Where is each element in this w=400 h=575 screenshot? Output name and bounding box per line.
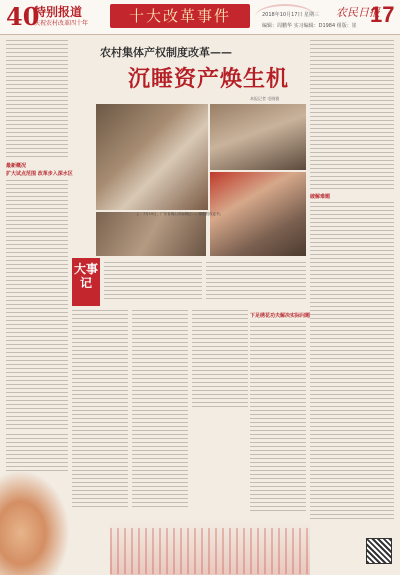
- body-column-4: [250, 322, 306, 512]
- text-column-right-1: [310, 40, 394, 190]
- article-byline: 本报记者 毛晓雅: [250, 96, 280, 101]
- qr-code-icon: [366, 538, 392, 564]
- editor-line: 编辑：周鹏华 实习编辑：D1984 组版：崔: [262, 23, 357, 29]
- dashiji-text-2: [206, 262, 306, 302]
- dashiji-label: 大事记: [72, 258, 100, 306]
- section-subtitle: 庆祝农村改革四十年: [34, 20, 89, 27]
- body-column-1: [72, 310, 128, 510]
- subhead-expand: 扩大试点范围 改革步入深水区: [6, 171, 73, 177]
- section-title: 特别报道: [34, 5, 83, 19]
- body-column-2: [132, 310, 188, 510]
- subhead-breakthrough: 破解难题: [310, 194, 331, 200]
- headline-kicker: 农村集体产权制度改革——: [100, 46, 232, 59]
- body-column-3: [192, 310, 248, 410]
- text-column-right-2: [310, 202, 394, 522]
- page-number: 17: [370, 2, 395, 27]
- text-column-left-2: [6, 180, 68, 430]
- anniversary-logo-number: 40: [6, 2, 40, 31]
- date-line: 2018年10月17日 星期三: [262, 12, 320, 18]
- photo-villagers: [210, 104, 306, 170]
- subhead-needlework: 下足绣花功夫解决实际问题: [250, 313, 311, 319]
- decorative-pillar-lines: [110, 528, 310, 574]
- subhead-latest: 最新概况: [6, 163, 27, 169]
- dashiji-text-1: [104, 262, 202, 302]
- headline-title: 沉睡资产焕生机: [128, 66, 290, 92]
- photo-certificate-signing: [96, 104, 208, 210]
- text-column-left-3: [6, 434, 68, 474]
- photo-caption: 上：7月15日，广东省佛山市南海区……领取股权证书。: [136, 212, 224, 216]
- newspaper-masthead: 农民日报: [336, 6, 380, 19]
- decorative-cloud: [0, 470, 70, 575]
- banner-title: 十大改革事件: [128, 7, 231, 25]
- text-column-left-1: [6, 40, 68, 160]
- photo-meeting: [96, 212, 206, 256]
